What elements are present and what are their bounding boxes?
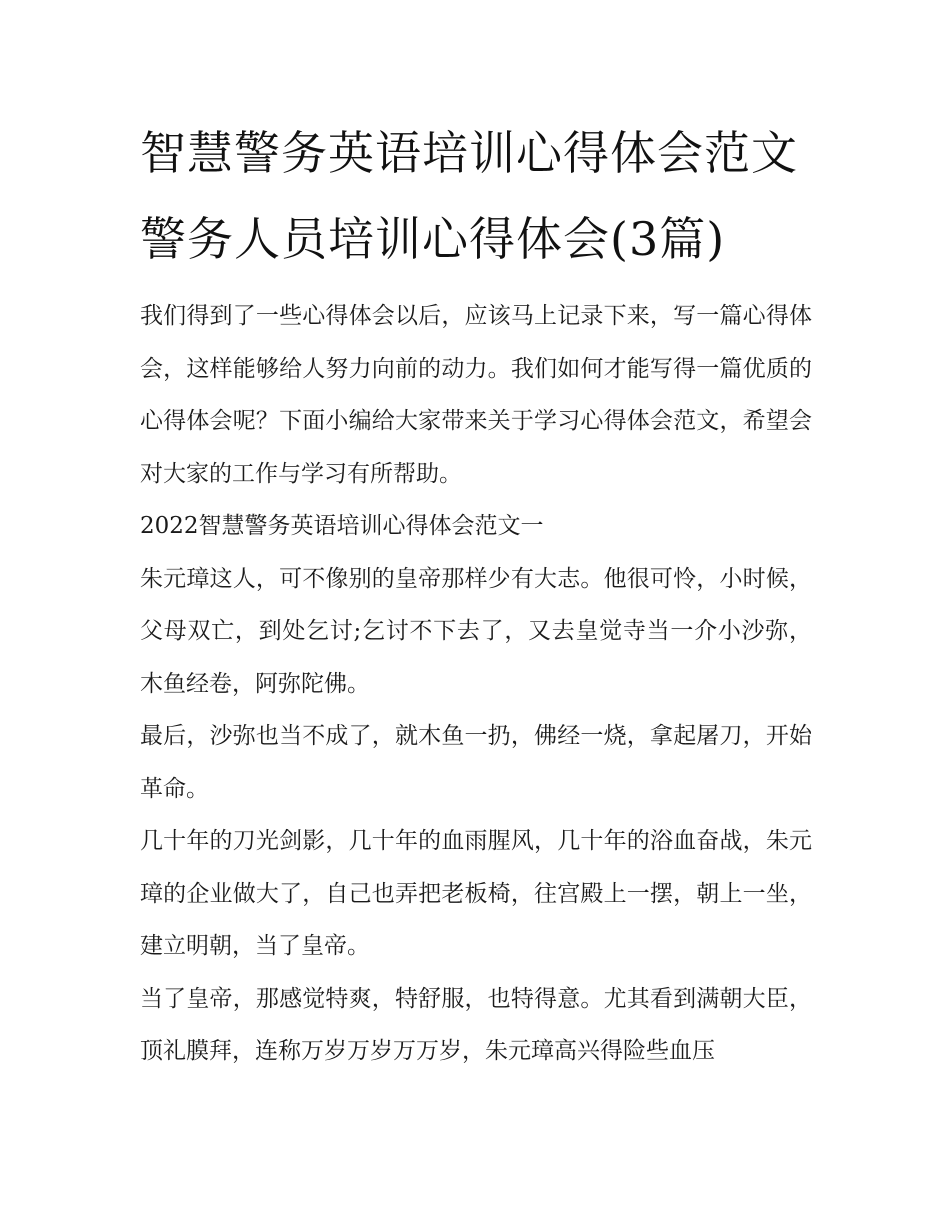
document-title: 智慧警务英语培训心得体会范文 警务人员培训心得体会(3篇) xyxy=(140,126,798,266)
intro-paragraph: 我们得到了一些心得体会以后，应该马上记录下来，写一篇心得体会，这样能够给人努力向前的动力。我们如何才能写得一篇优质的心得体会呢？下面小编给大家带来关于学习心得体会范文，希望会对大家的工作与学习有所帮助。 xyxy=(140,303,812,487)
body-paragraph-1: 朱元璋这人，可不像别的皇帝那样少有大志。他很可怜，小时候，父母双亡，到处乞讨;乞讨不下去了，又去皇觉寺当一介小沙弥，木鱼经卷，阿弥陀佛。 xyxy=(140,565,812,697)
body-paragraph-4: 当了皇帝，那感觉特爽，特舒服，也特得意。尤其看到满朝大臣，顶礼膜拜，连称万岁万岁万万岁，朱元璋高兴得险些血压 xyxy=(140,985,812,1064)
body-paragraph-2: 最后，沙弥也当不成了，就木鱼一扔，佛经一烧，拿起屠刀，开始革命。 xyxy=(140,723,812,802)
document-page xyxy=(140,110,812,1078)
section-heading: 2022智慧警务英语培训心得体会范文一 xyxy=(140,513,544,539)
body-paragraph-3: 几十年的刀光剑影，几十年的血雨腥风，几十年的浴血奋战，朱元璋的企业做大了，自己也弄把老板椅，往宫殿上一摆，朝上一坐，建立明朝，当了皇帝。 xyxy=(140,828,812,959)
